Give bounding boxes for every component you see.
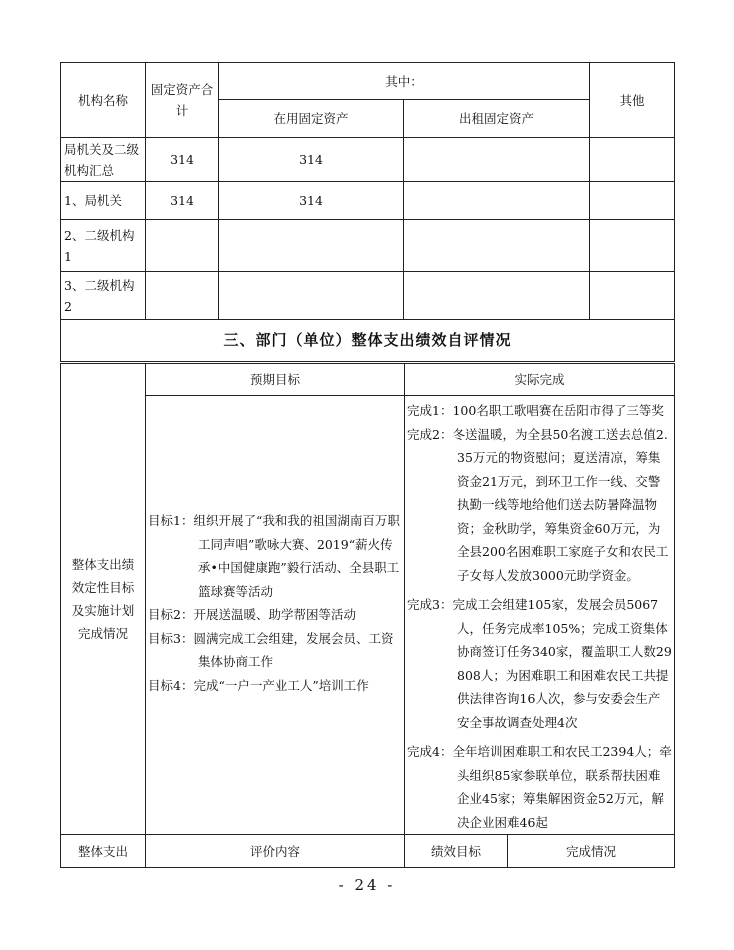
- section-title: 三、部门（单位）整体支出绩效自评情况: [61, 320, 675, 362]
- page-number: - 24 -: [338, 876, 396, 894]
- target-label: 目标2：: [148, 607, 194, 622]
- performance-row-label: 整体支出绩效定性目标及实施计划完成情况: [61, 364, 146, 835]
- target-label: 目标3：: [148, 630, 194, 646]
- completion-text: 100名职工歌唱赛在岳阳市得了三等奖: [452, 403, 664, 418]
- list-item: [407, 399, 672, 423]
- row-total: 314: [146, 138, 219, 182]
- row-total: [146, 220, 219, 272]
- bottom-split-cell: [405, 835, 675, 868]
- completion-label: 完成3：: [407, 597, 453, 612]
- list-item: [407, 740, 672, 834]
- list-item: [148, 674, 402, 698]
- target-label: 目标4：: [148, 677, 194, 693]
- row-rented: [404, 138, 590, 182]
- row-name: 2、二级机构1: [61, 220, 146, 272]
- bottom-split-table: [405, 835, 674, 867]
- row-other: [590, 138, 675, 182]
- completion-text: 完成工会组建105家，发展会员5067人，任务完成率105%；完成工资集体协商签订任务340家，覆盖职工人数29808人；为困难职工和困难农民工共提供法律咨询16人次，参与安委会生产安全事故调查处理4次: [452, 597, 672, 730]
- table-row: [61, 182, 675, 220]
- row-rented: [404, 182, 590, 220]
- header-among: 其中：: [219, 63, 590, 100]
- row-name: 3、二级机构2: [61, 272, 146, 320]
- table-row: [61, 138, 675, 182]
- header-performance-target: 绩效目标: [405, 835, 508, 867]
- header-expected-target: 预期目标: [146, 364, 405, 396]
- row-rented: [404, 220, 590, 272]
- completion-text: 冬送温暖，为全县50名渡工送去总值2.35万元的物资慰问；夏送清凉，筹集资金21万元，到环卫工作一线、交警执勤一线等地给他们送去防暑降温物资；金秋助学，筹集资金60万元，为全县200名困难职工家庭子女和农民工子女每人发放3000元助学资金。: [452, 426, 669, 583]
- row-name: 局机关及二级机构汇总: [61, 138, 146, 182]
- actual-completion-cell: [405, 396, 675, 835]
- target-label: 目标1：: [148, 513, 194, 528]
- completion-label: 完成1：: [407, 403, 453, 418]
- header-org-name: 机构名称: [61, 63, 146, 138]
- header-fixed-assets-total: 固定资产合计: [146, 63, 219, 138]
- header-actual-completion: 实际完成: [405, 364, 675, 396]
- row-other: [590, 182, 675, 220]
- row-in-use: 314: [219, 182, 404, 220]
- completion-label: 完成4：: [407, 744, 453, 759]
- performance-table: [60, 363, 675, 868]
- target-text: 圆满完成工会组建，发展会员、工资集体协商工作: [193, 630, 394, 669]
- row-total: 314: [146, 182, 219, 220]
- completion-text: 全年培训困难职工和农民工2394人；牵头组织85家参联单位，联系帮扶困难企业45家；筹集解困资金52万元，解决企业困难46起: [452, 744, 672, 830]
- row-in-use: 314: [219, 138, 404, 182]
- header-evaluation-content: 评价内容: [146, 835, 405, 868]
- list-item: [407, 423, 672, 588]
- target-text: 开展送温暖、助学帮困等活动: [193, 607, 356, 622]
- expected-targets-cell: [146, 396, 405, 835]
- fixed-assets-table: [60, 62, 675, 362]
- row-name: 1、局机关: [61, 182, 146, 220]
- list-item: [148, 627, 402, 674]
- list-item: [148, 603, 402, 627]
- table-row: [61, 220, 675, 272]
- row-in-use: [219, 272, 404, 320]
- header-other: 其他: [590, 63, 675, 138]
- row-rented: [404, 272, 590, 320]
- header-completion-status: 完成情况: [566, 843, 617, 859]
- row-other: [590, 220, 675, 272]
- list-item: [407, 593, 672, 734]
- header-in-use-assets: 在用固定资产: [219, 100, 404, 138]
- header-rented-assets: 出租固定资产: [404, 100, 590, 138]
- target-text: 完成“一户一产业工人”培训工作: [193, 677, 369, 693]
- row-other: [590, 272, 675, 320]
- bottom-row-label: 整体支出: [61, 835, 146, 868]
- completion-label: 完成2：: [407, 426, 453, 442]
- table-row: [61, 272, 675, 320]
- list-item: [148, 509, 402, 603]
- target-text: 组织开展了“我和我的祖国湖南百万职工同声唱”歌咏大赛、2019“薪火传承•中国健康跑”毅行活动、全县职工篮球赛等活动: [193, 513, 400, 599]
- row-total: [146, 272, 219, 320]
- row-in-use: [219, 220, 404, 272]
